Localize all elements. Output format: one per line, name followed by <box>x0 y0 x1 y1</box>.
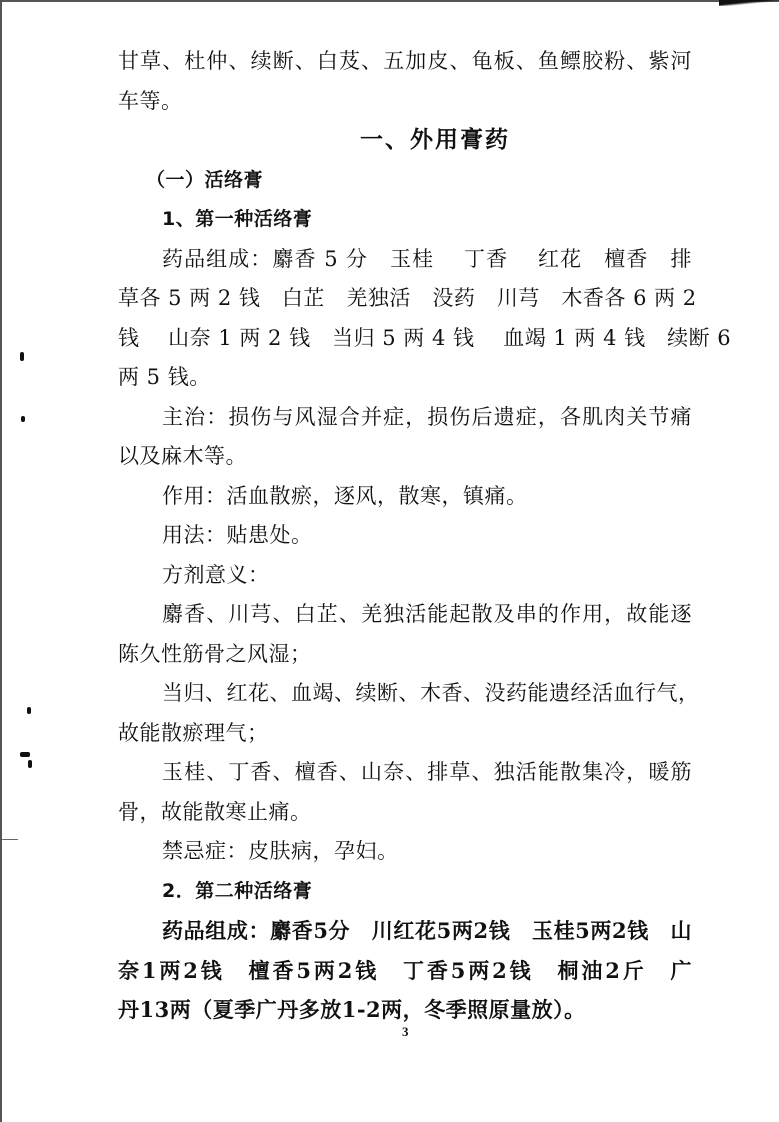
subsection-heading: （一）活络膏 <box>146 168 264 191</box>
ingredients-text: 药品组成：麝香 5 分 玉桂 丁香 红花 檀香 排 <box>162 246 692 271</box>
contraindications-text: 禁忌症：皮肤病，孕妇。 <box>162 839 399 863</box>
scan-corner-shadow <box>719 0 779 6</box>
scan-speck <box>20 752 30 757</box>
indications-text: 主治：损伤与风湿合并症，损伤后遗症，各肌肉关节痛 <box>162 404 692 429</box>
indications-text: 以及麻木等。 <box>118 444 247 468</box>
scan-speck <box>2 839 18 840</box>
item-heading: 1、第一种活络膏 <box>162 208 313 230</box>
scan-border-top <box>0 0 779 2</box>
formula-meaning-text: 骨，故能散寒止痛。 <box>118 799 312 824</box>
formula-meaning-text: 故能散瘀理气； <box>118 720 269 745</box>
formula-meaning-text: 当归、红花、血竭、续断、木香、没药能遗经活血行气， <box>162 681 700 705</box>
ingredients-text: 丹13两（夏季广丹多放1-2两，冬季照原量放）。 <box>118 997 586 1022</box>
formula-meaning-text: 麝香、川芎、白芷、羌独活能起散及串的作用，故能逐 <box>162 602 692 626</box>
scan-speck <box>20 352 24 361</box>
text-line: 车等。 <box>118 88 183 113</box>
ingredients-text: 药品组成：麝香5分 川红花5两2钱 玉桂5两2钱 山 <box>162 918 692 943</box>
ingredients-text: 奈1两2钱 檀香5两2钱 丁香5两2钱 桐油2斤 广 <box>118 957 692 983</box>
usage-text: 用法：贴患处。 <box>162 523 313 547</box>
item-heading: 2．第二种活络膏 <box>162 879 313 902</box>
ingredients-text: 两 5 钱。 <box>118 365 211 389</box>
formula-meaning-label: 方剂意义： <box>162 562 270 587</box>
ingredients-text: 草各 5 两 2 钱 白芷 羌独活 没药 川芎 木香各 6 两 2 <box>118 286 697 310</box>
section-heading: 一、外用膏药 <box>360 127 510 153</box>
text-line: 甘草、杜仲、续断、白芨、五加皮、龟板、鱼鳔胶粉、紫河 <box>118 49 692 73</box>
scan-speck <box>28 760 32 768</box>
formula-meaning-text: 玉桂、丁香、檀香、山奈、排草、独活能散集冷，暖筋 <box>162 760 692 784</box>
scan-speck <box>21 416 25 422</box>
effect-text: 作用：活血散瘀，逐风，散寒，镇痛。 <box>162 483 528 508</box>
scan-border-left <box>0 0 2 1122</box>
scan-speck <box>27 707 31 714</box>
ingredients-text: 钱 山奈 1 两 2 钱 当归 5 两 4 钱 血竭 1 两 4 钱 续断 6 <box>118 325 732 350</box>
page-number: 3 <box>402 1024 409 1039</box>
document-body <box>118 42 732 1030</box>
formula-meaning-text: 陈久性筋骨之风湿； <box>118 641 312 666</box>
